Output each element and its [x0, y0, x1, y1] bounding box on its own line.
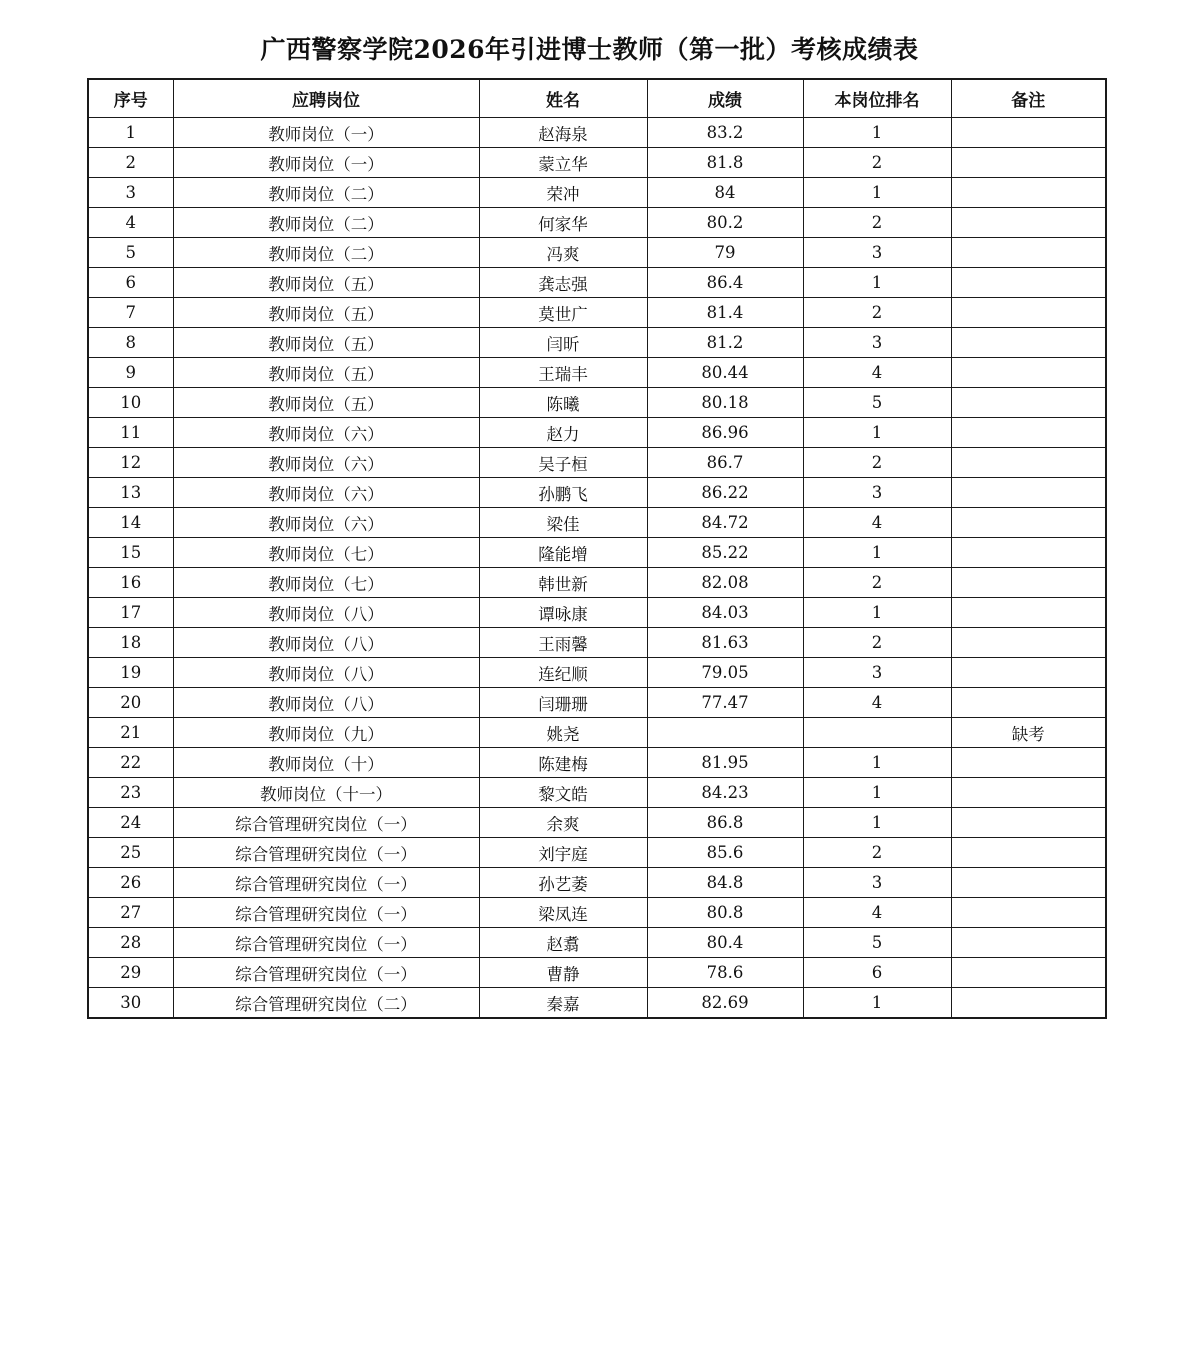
- cell-score: 80.8: [647, 898, 803, 928]
- table-row: [88, 118, 1106, 148]
- cell-name: 连纪顺: [479, 658, 647, 688]
- cell-index: 2: [88, 148, 173, 178]
- cell-rank: 1: [803, 808, 951, 838]
- cell-index: 6: [88, 268, 173, 298]
- cell-position: 教师岗位（二）: [173, 178, 479, 208]
- table-row: [88, 268, 1106, 298]
- cell-rank: 1: [803, 778, 951, 808]
- cell-index: 28: [88, 928, 173, 958]
- score-table: [87, 78, 1107, 1019]
- cell-rank: 3: [803, 478, 951, 508]
- cell-rank: 2: [803, 448, 951, 478]
- cell-score: 84.03: [647, 598, 803, 628]
- cell-index: 26: [88, 868, 173, 898]
- cell-name: 秦嘉: [479, 988, 647, 1019]
- cell-name: 赵翥: [479, 928, 647, 958]
- table-row: [88, 238, 1106, 268]
- cell-score: 81.8: [647, 148, 803, 178]
- cell-name: 蒙立华: [479, 148, 647, 178]
- cell-score: 77.47: [647, 688, 803, 718]
- cell-remarks: [951, 898, 1106, 928]
- cell-rank: 1: [803, 988, 951, 1019]
- cell-score: 86.96: [647, 418, 803, 448]
- column-header-name: 姓名: [479, 79, 647, 118]
- table-row: [88, 748, 1106, 778]
- cell-score: 86.4: [647, 268, 803, 298]
- cell-name: 赵力: [479, 418, 647, 448]
- cell-rank: 2: [803, 628, 951, 658]
- cell-remarks: [951, 868, 1106, 898]
- table-row: [88, 538, 1106, 568]
- cell-rank: 5: [803, 388, 951, 418]
- cell-score: 80.18: [647, 388, 803, 418]
- table-row: [88, 778, 1106, 808]
- cell-remarks: [951, 958, 1106, 988]
- column-header-index: 序号: [88, 79, 173, 118]
- table-row: [88, 898, 1106, 928]
- cell-score: 80.44: [647, 358, 803, 388]
- cell-name: 龚志强: [479, 268, 647, 298]
- table-row: [88, 598, 1106, 628]
- cell-rank: 3: [803, 658, 951, 688]
- cell-name: 谭咏康: [479, 598, 647, 628]
- cell-remarks: [951, 598, 1106, 628]
- cell-rank: 4: [803, 358, 951, 388]
- cell-name: 孙鹏飞: [479, 478, 647, 508]
- cell-position: 教师岗位（十一）: [173, 778, 479, 808]
- cell-score: 81.4: [647, 298, 803, 328]
- cell-rank: 1: [803, 118, 951, 148]
- cell-position: 教师岗位（六）: [173, 508, 479, 538]
- cell-name: 姚尧: [479, 718, 647, 748]
- page-title: 广西警察学院2026年引进博士教师（第一批）考核成绩表: [260, 35, 919, 64]
- cell-rank: 2: [803, 208, 951, 238]
- cell-remarks: [951, 418, 1106, 448]
- cell-position: 教师岗位（六）: [173, 418, 479, 448]
- cell-index: 30: [88, 988, 173, 1019]
- column-header-position: 应聘岗位: [173, 79, 479, 118]
- cell-position: 教师岗位（八）: [173, 658, 479, 688]
- cell-remarks: [951, 388, 1106, 418]
- cell-score: 80.4: [647, 928, 803, 958]
- table-row: [88, 868, 1106, 898]
- cell-index: 22: [88, 748, 173, 778]
- cell-remarks: [951, 808, 1106, 838]
- cell-index: 16: [88, 568, 173, 598]
- cell-index: 13: [88, 478, 173, 508]
- cell-remarks: [951, 328, 1106, 358]
- cell-remarks: [951, 688, 1106, 718]
- table-row: [88, 718, 1106, 748]
- cell-index: 18: [88, 628, 173, 658]
- cell-remarks: [951, 778, 1106, 808]
- cell-remarks: 缺考: [951, 718, 1106, 748]
- cell-position: 教师岗位（八）: [173, 688, 479, 718]
- cell-rank: 3: [803, 328, 951, 358]
- cell-remarks: [951, 178, 1106, 208]
- cell-name: 闫昕: [479, 328, 647, 358]
- cell-index: 20: [88, 688, 173, 718]
- cell-index: 3: [88, 178, 173, 208]
- cell-position: 教师岗位（七）: [173, 538, 479, 568]
- cell-score: 86.22: [647, 478, 803, 508]
- cell-name: 韩世新: [479, 568, 647, 598]
- cell-position: 综合管理研究岗位（一）: [173, 808, 479, 838]
- table-row: [88, 808, 1106, 838]
- table-row: [88, 448, 1106, 478]
- cell-rank: 3: [803, 238, 951, 268]
- table-row: [88, 328, 1106, 358]
- table-row: [88, 628, 1106, 658]
- cell-name: 隆能增: [479, 538, 647, 568]
- cell-index: 4: [88, 208, 173, 238]
- cell-remarks: [951, 508, 1106, 538]
- cell-score: 81.63: [647, 628, 803, 658]
- cell-name: 陈曦: [479, 388, 647, 418]
- cell-index: 15: [88, 538, 173, 568]
- cell-name: 赵海泉: [479, 118, 647, 148]
- cell-position: 教师岗位（二）: [173, 208, 479, 238]
- cell-name: 孙艺萎: [479, 868, 647, 898]
- table-row: [88, 178, 1106, 208]
- cell-index: 7: [88, 298, 173, 328]
- cell-name: 余爽: [479, 808, 647, 838]
- cell-remarks: [951, 568, 1106, 598]
- table-row: [88, 208, 1106, 238]
- cell-index: 24: [88, 808, 173, 838]
- cell-score: 86.8: [647, 808, 803, 838]
- cell-position: 教师岗位（五）: [173, 388, 479, 418]
- cell-remarks: [951, 208, 1106, 238]
- cell-rank: 2: [803, 568, 951, 598]
- cell-rank: 2: [803, 838, 951, 868]
- table-row: [88, 508, 1106, 538]
- table-body: [88, 118, 1106, 1019]
- cell-position: 综合管理研究岗位（一）: [173, 928, 479, 958]
- cell-score: 82.08: [647, 568, 803, 598]
- cell-remarks: [951, 478, 1106, 508]
- cell-rank: 1: [803, 598, 951, 628]
- cell-index: 10: [88, 388, 173, 418]
- cell-score: 79: [647, 238, 803, 268]
- cell-rank: 1: [803, 748, 951, 778]
- cell-remarks: [951, 838, 1106, 868]
- cell-index: 12: [88, 448, 173, 478]
- cell-index: 29: [88, 958, 173, 988]
- cell-name: 冯爽: [479, 238, 647, 268]
- cell-remarks: [951, 238, 1106, 268]
- table-row: [88, 298, 1106, 328]
- cell-score: [647, 718, 803, 748]
- cell-position: 教师岗位（八）: [173, 628, 479, 658]
- cell-rank: 2: [803, 148, 951, 178]
- cell-position: 教师岗位（十）: [173, 748, 479, 778]
- cell-rank: 1: [803, 268, 951, 298]
- cell-position: 综合管理研究岗位（一）: [173, 898, 479, 928]
- cell-rank: 1: [803, 418, 951, 448]
- cell-rank: 4: [803, 898, 951, 928]
- cell-index: 21: [88, 718, 173, 748]
- cell-rank: [803, 718, 951, 748]
- cell-position: 教师岗位（五）: [173, 358, 479, 388]
- table-row: [88, 838, 1106, 868]
- cell-score: 83.2: [647, 118, 803, 148]
- cell-name: 黎文皓: [479, 778, 647, 808]
- cell-remarks: [951, 538, 1106, 568]
- cell-remarks: [951, 928, 1106, 958]
- table-row: [88, 148, 1106, 178]
- cell-position: 教师岗位（一）: [173, 118, 479, 148]
- cell-remarks: [951, 298, 1106, 328]
- cell-index: 23: [88, 778, 173, 808]
- cell-index: 8: [88, 328, 173, 358]
- cell-rank: 1: [803, 538, 951, 568]
- cell-score: 84.8: [647, 868, 803, 898]
- cell-score: 85.6: [647, 838, 803, 868]
- table-row: [88, 958, 1106, 988]
- cell-name: 莫世广: [479, 298, 647, 328]
- cell-name: 何家华: [479, 208, 647, 238]
- cell-remarks: [951, 628, 1106, 658]
- cell-score: 84.72: [647, 508, 803, 538]
- cell-rank: 5: [803, 928, 951, 958]
- cell-name: 梁佳: [479, 508, 647, 538]
- cell-name: 王雨馨: [479, 628, 647, 658]
- cell-position: 教师岗位（六）: [173, 478, 479, 508]
- cell-position: 综合管理研究岗位（二）: [173, 988, 479, 1019]
- column-header-score: 成绩: [647, 79, 803, 118]
- cell-position: 教师岗位（五）: [173, 268, 479, 298]
- cell-score: 80.2: [647, 208, 803, 238]
- table-row: [88, 568, 1106, 598]
- cell-score: 81.2: [647, 328, 803, 358]
- table-row: [88, 478, 1106, 508]
- cell-position: 教师岗位（一）: [173, 148, 479, 178]
- cell-score: 85.22: [647, 538, 803, 568]
- table-row: [88, 928, 1106, 958]
- cell-index: 5: [88, 238, 173, 268]
- cell-remarks: [951, 268, 1106, 298]
- cell-position: 综合管理研究岗位（一）: [173, 868, 479, 898]
- table-row: [88, 358, 1106, 388]
- column-header-remarks: 备注: [951, 79, 1106, 118]
- cell-index: 14: [88, 508, 173, 538]
- cell-name: 梁凤连: [479, 898, 647, 928]
- cell-remarks: [951, 448, 1106, 478]
- cell-rank: 4: [803, 688, 951, 718]
- cell-position: 教师岗位（九）: [173, 718, 479, 748]
- cell-index: 1: [88, 118, 173, 148]
- cell-name: 刘宇庭: [479, 838, 647, 868]
- cell-score: 84.23: [647, 778, 803, 808]
- cell-rank: 4: [803, 508, 951, 538]
- table-row: [88, 388, 1106, 418]
- table-row: [88, 658, 1106, 688]
- cell-name: 吴子桓: [479, 448, 647, 478]
- cell-rank: 6: [803, 958, 951, 988]
- cell-remarks: [951, 988, 1106, 1019]
- table-header-row: [88, 79, 1106, 118]
- cell-position: 综合管理研究岗位（一）: [173, 838, 479, 868]
- cell-position: 综合管理研究岗位（一）: [173, 958, 479, 988]
- cell-name: 陈建梅: [479, 748, 647, 778]
- cell-remarks: [951, 658, 1106, 688]
- cell-index: 27: [88, 898, 173, 928]
- cell-position: 教师岗位（七）: [173, 568, 479, 598]
- cell-index: 11: [88, 418, 173, 448]
- cell-remarks: [951, 118, 1106, 148]
- column-header-rank: 本岗位排名: [803, 79, 951, 118]
- cell-remarks: [951, 358, 1106, 388]
- cell-remarks: [951, 748, 1106, 778]
- cell-position: 教师岗位（八）: [173, 598, 479, 628]
- cell-score: 78.6: [647, 958, 803, 988]
- cell-position: 教师岗位（六）: [173, 448, 479, 478]
- cell-index: 19: [88, 658, 173, 688]
- cell-rank: 3: [803, 868, 951, 898]
- cell-name: 曹静: [479, 958, 647, 988]
- cell-name: 王瑞丰: [479, 358, 647, 388]
- table-row: [88, 988, 1106, 1019]
- cell-position: 教师岗位（五）: [173, 328, 479, 358]
- cell-rank: 2: [803, 298, 951, 328]
- cell-index: 9: [88, 358, 173, 388]
- cell-score: 84: [647, 178, 803, 208]
- cell-name: 荣冲: [479, 178, 647, 208]
- cell-score: 81.95: [647, 748, 803, 778]
- cell-position: 教师岗位（二）: [173, 238, 479, 268]
- cell-index: 25: [88, 838, 173, 868]
- table-row: [88, 418, 1106, 448]
- cell-position: 教师岗位（五）: [173, 298, 479, 328]
- cell-rank: 1: [803, 178, 951, 208]
- cell-score: 79.05: [647, 658, 803, 688]
- cell-score: 82.69: [647, 988, 803, 1019]
- cell-score: 86.7: [647, 448, 803, 478]
- cell-index: 17: [88, 598, 173, 628]
- cell-name: 闫珊珊: [479, 688, 647, 718]
- cell-remarks: [951, 148, 1106, 178]
- table-row: [88, 688, 1106, 718]
